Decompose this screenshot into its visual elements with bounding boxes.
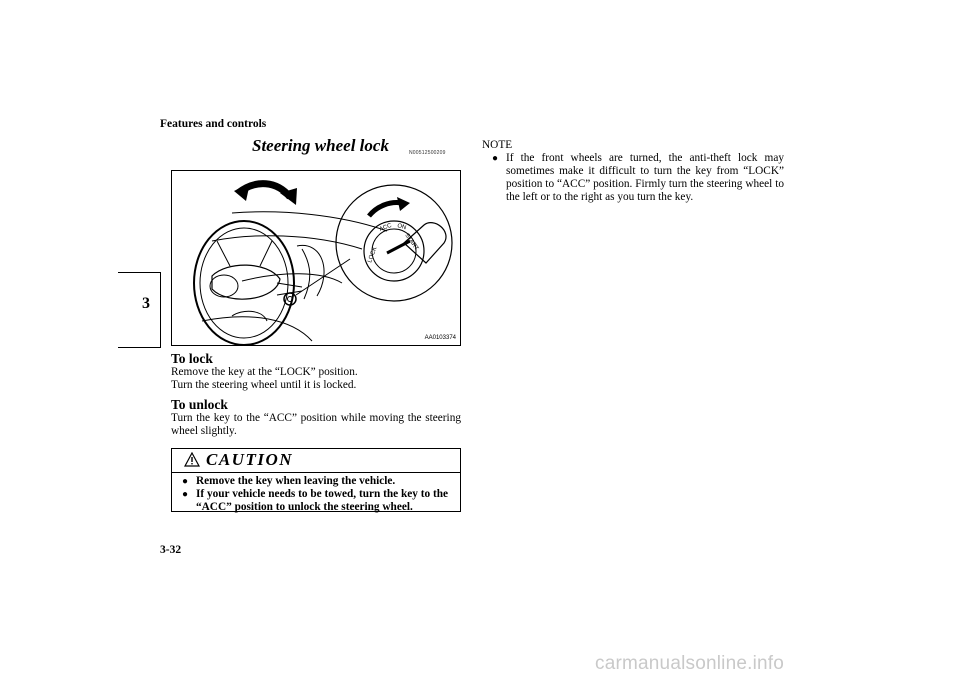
bullet-icon: ● xyxy=(182,489,189,500)
running-header: Features and controls xyxy=(160,118,267,130)
to-lock-line: Remove the key at the “LOCK” position. xyxy=(171,366,358,378)
caution-item: ● If your vehicle needs to be towed, turn the key to the “ACC” position to unlock the steering wheel. xyxy=(182,488,449,513)
key-position-acc: ACC xyxy=(378,222,393,233)
to-lock-text xyxy=(171,366,463,392)
to-unlock-heading: To unlock xyxy=(171,397,228,412)
warning-triangle-icon xyxy=(184,452,200,472)
page-number: 3-32 xyxy=(160,544,182,556)
caution-title: CAUTION xyxy=(206,450,294,469)
caution-item: ● Remove the key when leaving the vehicle. xyxy=(182,475,396,487)
chapter-number: 3 xyxy=(142,295,150,312)
section-title: Steering wheel lock xyxy=(252,136,389,155)
key-position-on: ON xyxy=(396,223,407,232)
note-item: ● If the front wheels are turned, the anti-theft lock may sometimes make it difficult to turn the key from “LOCK” position to “ACC” position. Firmly turn the steering wheel to the left or to the right as you turn the key. xyxy=(492,152,784,203)
bullet-icon: ● xyxy=(182,476,189,487)
chapter-tab xyxy=(118,272,161,348)
steering-wheel-drawing xyxy=(172,171,460,345)
caution-header xyxy=(172,449,460,473)
figure-code: AA0103374 xyxy=(424,335,456,341)
key-position-start: START xyxy=(403,232,420,252)
to-unlock-text: Turn the key to the “ACC” position while moving the steering wheel slightly. xyxy=(171,412,461,437)
key-position-lock: LOCK xyxy=(367,246,379,264)
bullet-icon: ● xyxy=(492,153,499,164)
caution-box xyxy=(171,448,461,512)
steering-wheel-lock-illustration xyxy=(171,170,461,346)
to-lock-heading: To lock xyxy=(171,351,213,366)
note-label: NOTE xyxy=(482,139,513,151)
to-lock-line: Turn the steering wheel until it is locked. xyxy=(171,379,357,391)
watermark: carmanualsonline.info xyxy=(595,653,785,674)
section-reference-code: N00512500209 xyxy=(409,150,446,156)
